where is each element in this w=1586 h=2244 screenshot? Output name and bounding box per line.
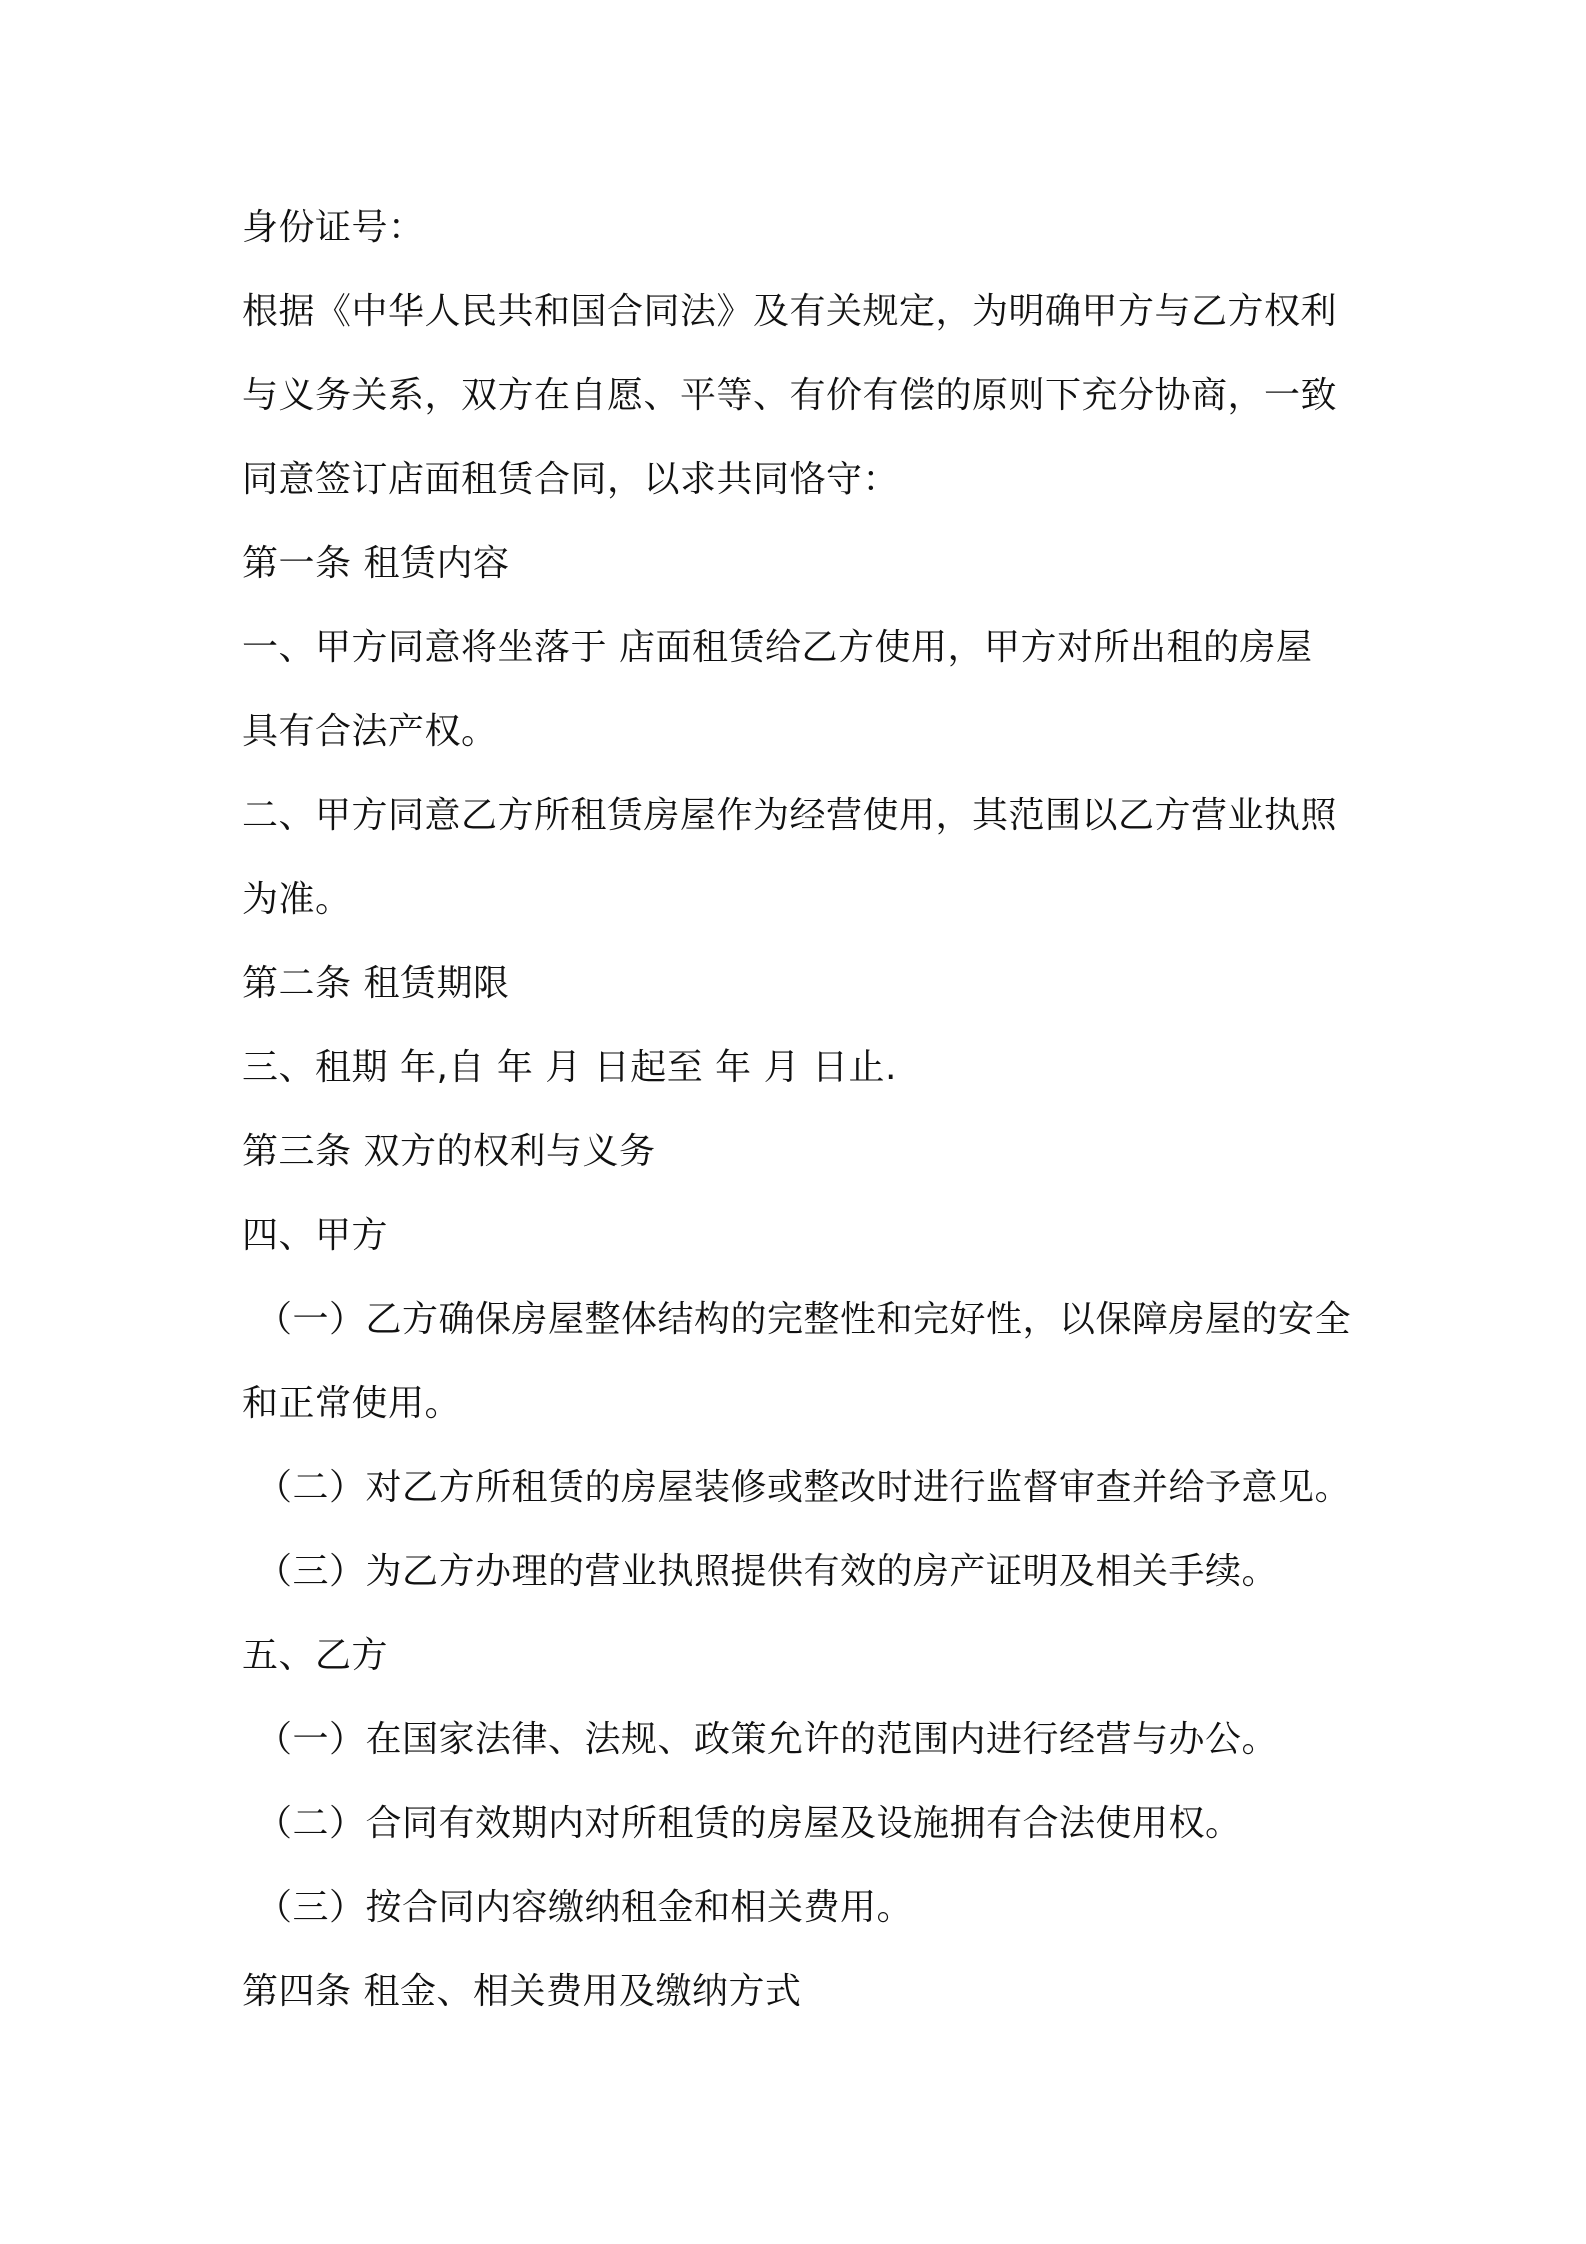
clause-2-line-2: 为准。 [242,879,352,920]
article-2-heading: 第二条 租赁期限 [242,963,510,1004]
clause-5-item-2: （二）合同有效期内对所租赁的房屋及设施拥有合法使用权。 [256,1803,1242,1844]
clause-4-heading: 四、甲方 [242,1215,389,1256]
preamble-line-3: 同意签订店面租赁合同，以求共同恪守： [242,459,900,500]
article-1-heading: 第一条 租赁内容 [242,543,510,584]
clause-2-line-1: 二、甲方同意乙方所租赁房屋作为经营使用，其范围以乙方营业执照 [242,795,1338,836]
clause-4-item-1-line-2: 和正常使用。 [242,1383,462,1424]
clause-1-line-2: 具有合法产权。 [242,711,498,752]
preamble-line-2: 与义务关系，双方在自愿、平等、有价有偿的原则下充分协商，一致 [242,375,1338,416]
clause-4-item-2: （二）对乙方所租赁的房屋装修或整改时进行监督审查并给予意见。 [256,1467,1352,1508]
clause-5-heading: 五、乙方 [242,1635,389,1676]
id-number-line: 身份证号： [242,207,425,248]
clause-5-item-1: （一）在国家法律、法规、政策允许的范围内进行经营与办公。 [256,1719,1279,1760]
clause-4-item-1-line-1: （一）乙方确保房屋整体结构的完整性和完好性，以保障房屋的安全 [256,1299,1352,1340]
preamble-line-1: 根据《中华人民共和国合同法》及有关规定，为明确甲方与乙方权利 [242,291,1338,332]
clause-5-item-3: （三）按合同内容缴纳租金和相关费用。 [256,1887,914,1928]
clause-4-item-3: （三）为乙方办理的营业执照提供有效的房产证明及相关手续。 [256,1551,1279,1592]
clause-3-line: 三、租期 年,自 年 月 日起至 年 月 日止. [242,1047,897,1088]
article-3-heading: 第三条 双方的权利与义务 [242,1131,656,1172]
clause-1-line-1: 一、甲方同意将坐落于 店面租赁给乙方使用，甲方对所出租的房屋 [242,627,1313,668]
article-4-heading: 第四条 租金、相关费用及缴纳方式 [242,1971,802,2012]
